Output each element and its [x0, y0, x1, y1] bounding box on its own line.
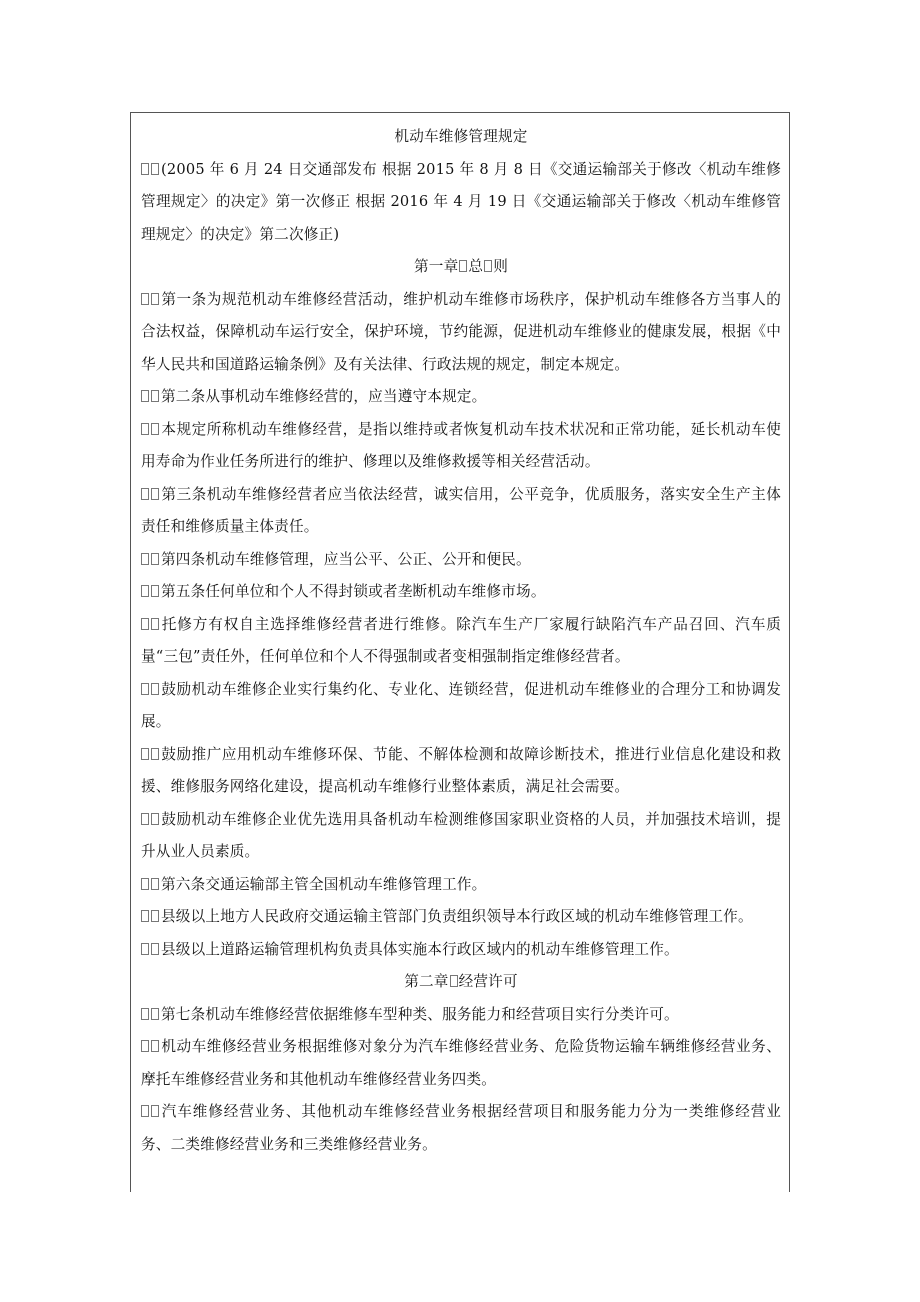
placeholder-box-icon: [141, 423, 149, 435]
placeholder-box-icon: [151, 910, 159, 922]
placeholder-box-icon: [151, 943, 159, 955]
paragraph: [141, 479, 781, 544]
placeholder-box-icon: [151, 585, 159, 597]
placeholder-box-icon: [484, 260, 492, 272]
paragraph-text: 本规定所称机动车维修经营，是指以维持或者恢复机动车技术状况和正常功能，延长机动车使用寿命为作业任务所进行的维护、修理以及维修救援等相关经营活动。: [141, 420, 781, 470]
paragraph: [141, 414, 781, 479]
placeholder-box-icon: [141, 163, 149, 175]
placeholder-box-icon: [141, 618, 149, 630]
placeholder-box-icon: [141, 390, 149, 402]
paragraph: [141, 804, 781, 869]
paragraph-text: 县级以上地方人民政府交通运输主管部门负责组织领导本行政区域的机动车维修管理工作。: [161, 908, 753, 925]
preamble: [141, 154, 781, 252]
chapter-2-number: 第二章: [404, 973, 449, 990]
paragraph: [141, 609, 781, 674]
placeholder-box-icon: [141, 683, 149, 695]
placeholder-box-icon: [141, 1040, 149, 1052]
placeholder-box-icon: [141, 748, 149, 760]
placeholder-box-icon: [151, 813, 159, 825]
paragraph-text: 第六条交通运输部主管全国机动车维修管理工作。: [161, 875, 487, 893]
placeholder-box-icon: [450, 975, 458, 987]
paragraph: [141, 869, 781, 902]
chapter-2-title: 经营许可: [458, 973, 518, 990]
placeholder-box-icon: [141, 878, 149, 890]
paragraph: [141, 674, 781, 739]
placeholder-box-icon: [141, 293, 149, 305]
preamble-text: (2005 年 6 月 24 日交通部发布 根据 2015 年 8 月 8 日《交通运输部关于修改〈机动车维修管理规定〉的决定》第一次修正 根据 2016 年 4 月 19 日《交通运输部关于修改〈机动车维修管理规定〉的决定》第二次修正): [141, 160, 781, 243]
paragraph: [141, 1031, 781, 1096]
paragraph: [141, 934, 781, 967]
placeholder-box-icon: [151, 163, 159, 175]
document-content: [141, 121, 781, 1161]
paragraph-text: 汽车维修经营业务、其他机动车维修经营业务根据经营项目和服务能力分为一类维修经营业务、二类维修经营业务和三类维修经营业务。: [141, 1103, 781, 1153]
paragraph: [141, 544, 781, 577]
document-title: 机动车维修管理规定: [394, 128, 528, 145]
placeholder-box-icon: [151, 878, 159, 890]
paragraph-text: 第一条为规范机动车维修经营活动，维护机动车维修市场秩序，保护机动车维修各方当事人的合法权益，保障机动车运行安全，保护环境，节约能源，促进机动车维修业的健康发展，根据《中华人民共和国道路运输条例》及有关法律、行政法规的规定，制定本规定。: [141, 290, 781, 373]
placeholder-box-icon: [151, 390, 159, 402]
paragraph-text: 第五条任何单位和个人不得封锁或者垄断机动车维修市场。: [161, 583, 546, 600]
chapter-1-heading: [141, 251, 781, 284]
placeholder-box-icon: [151, 1040, 159, 1052]
placeholder-box-icon: [141, 585, 149, 597]
chapter-1-title-b: 则: [493, 258, 508, 275]
paragraph-text: 第七条机动车维修经营依据维修车型种类、服务能力和经营项目实行分类许可。: [161, 1005, 679, 1023]
placeholder-box-icon: [141, 943, 149, 955]
placeholder-box-icon: [151, 683, 159, 695]
paragraph: [141, 381, 781, 414]
placeholder-box-icon: [141, 553, 149, 565]
paragraph-text: 鼓励推广应用机动车维修环保、节能、不解体检测和故障诊断技术，推进行业信息化建设和救援、维修服务网络化建设，提高机动车维修行业整体素质，满足社会需要。: [141, 745, 781, 795]
paragraph-text: 鼓励机动车维修企业优先选用具备机动车检测维修国家职业资格的人员，并加强技术培训，提升从业人员素质。: [141, 810, 781, 860]
paragraph-text: 机动车维修经营业务根据维修对象分为汽车维修经营业务、危险货物运输车辆维修经营业务、摩托车维修经营业务和其他机动车维修经营业务四类。: [141, 1038, 781, 1088]
placeholder-box-icon: [151, 748, 159, 760]
chapter-1-number: 第一章: [414, 258, 459, 275]
placeholder-box-icon: [141, 488, 149, 500]
paragraph-text: 第三条机动车维修经营者应当依法经营，诚实信用，公平竞争，优质服务，落实安全生产主体责任和维修质量主体责任。: [141, 485, 781, 535]
paragraph-text: 托修方有权自主选择维修经营者进行维修。除汽车生产厂家履行缺陷汽车产品召回、汽车质量“三包”责任外，任何单位和个人不得强制或者变相强制指定维修经营者。: [141, 615, 781, 665]
placeholder-box-icon: [151, 1105, 159, 1117]
paragraph-text: 第四条机动车维修管理，应当公平、公正、公开和便民。: [161, 550, 531, 568]
paragraph-text: 县级以上道路运输管理机构负责具体实施本行政区域内的机动车维修管理工作。: [161, 940, 679, 958]
document-frame: [130, 112, 790, 1192]
placeholder-box-icon: [151, 293, 159, 305]
paragraph-text: 鼓励机动车维修企业实行集约化、专业化、连锁经营，促进机动车维修业的合理分工和协调发展。: [141, 680, 781, 730]
placeholder-box-icon: [459, 260, 467, 272]
paragraph: [141, 284, 781, 382]
paragraph: [141, 901, 781, 934]
placeholder-box-icon: [141, 910, 149, 922]
paragraph: [141, 576, 781, 609]
chapter-2-heading: [141, 966, 781, 999]
paragraph: [141, 739, 781, 804]
paragraph-text: 第二条从事机动车维修经营的，应当遵守本规定。: [161, 388, 487, 405]
paragraph: [141, 1096, 781, 1161]
placeholder-box-icon: [141, 1105, 149, 1117]
placeholder-box-icon: [151, 488, 159, 500]
placeholder-box-icon: [151, 553, 159, 565]
placeholder-box-icon: [141, 813, 149, 825]
placeholder-box-icon: [141, 1008, 149, 1020]
placeholder-box-icon: [151, 1008, 159, 1020]
placeholder-box-icon: [151, 423, 159, 435]
paragraph: [141, 999, 781, 1032]
placeholder-box-icon: [151, 618, 159, 630]
chapter-1-title-a: 总: [468, 258, 484, 275]
